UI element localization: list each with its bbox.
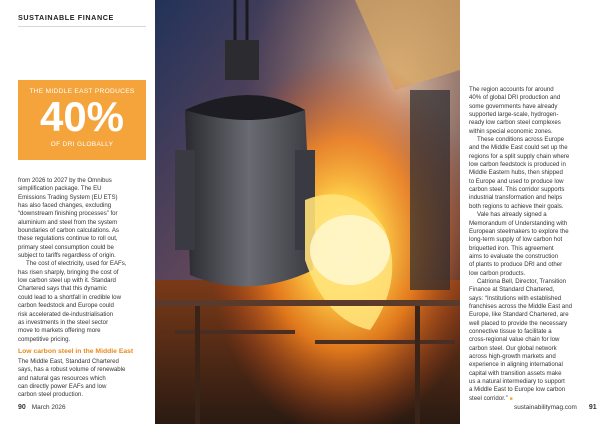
text-line: carbon steel production. <box>18 391 84 399</box>
text-line: some governments have already <box>469 102 558 110</box>
issue-date: March 2026 <box>31 404 66 411</box>
text-line: both regions to achieve their goals. <box>469 202 564 210</box>
text-line: has also faced changes, excluding <box>18 202 112 210</box>
left-column-sub-text <box>18 358 154 400</box>
text-line: These conditions across Europe <box>477 136 565 144</box>
text-line: move to markets offering more <box>18 327 101 335</box>
text-line: Europe, like Standard Chartered, are <box>469 311 569 319</box>
text-line: and the Middle East could set up the <box>469 144 568 152</box>
text-line: The Middle East, Standard Chartered <box>18 358 119 365</box>
text-line: competitive pricing. <box>18 335 71 343</box>
text-line: The region accounts for around <box>469 86 554 93</box>
stat-bottom-line: OF DRI GLOBALLY <box>50 141 114 148</box>
text-line: of plants to produce DRI and other <box>469 261 563 269</box>
text-line: cross-regional value chain for low <box>469 336 560 344</box>
text-line: could lead to a shortfall in credible low <box>18 293 121 301</box>
end-mark-icon: ■ <box>509 395 513 402</box>
text-line: has risen sharply, bringing the cost of <box>18 268 119 276</box>
stat-top-line: THE MIDDLE EAST PRODUCES <box>29 88 135 95</box>
text-line: simplification package. The EU <box>18 185 102 193</box>
text-line: says, has a robust volume of renewable <box>18 366 126 374</box>
text-line: across high-growth markets and <box>469 353 556 360</box>
furnace-illustration <box>155 0 460 424</box>
text-line: European steelmakers to explore the <box>469 227 569 235</box>
text-line: Finance at Standard Chartered, <box>469 286 555 294</box>
left-folio <box>18 404 66 411</box>
text-line: carbon steel. Our global network <box>469 344 557 352</box>
text-line: supported large-scale, hydrogen- <box>469 111 559 119</box>
text-line: franchises across the Middle East and <box>469 302 572 310</box>
text-line: briquetted iron. This agreement <box>469 244 554 252</box>
text-line: primary steel consumption could be <box>18 243 114 251</box>
text-line: low carbon feedstock is produced in <box>469 161 566 169</box>
text-line: Chartered says that this dynamic <box>18 285 107 293</box>
text-line: Vale has already signed a <box>477 211 547 219</box>
text-line: a Middle East to Europe low carbon <box>469 386 566 394</box>
text-line: Memorandum of Understanding with <box>469 219 568 227</box>
section-tag: SUSTAINABLE FINANCE <box>18 13 114 22</box>
text-line: us a natural intermediary to support <box>469 378 565 386</box>
right-page-number: 91 <box>588 404 597 411</box>
stat-callout <box>18 80 146 160</box>
text-line: aims to evaluate the construction <box>469 252 559 260</box>
left-page-number: 90 <box>18 404 26 411</box>
text-line: Middle Eastern hubs, then shipped <box>469 169 563 177</box>
text-line: from 2026 to 2027 by the Omnibus <box>18 177 112 184</box>
text-line: aluminium and steel from the system <box>18 218 118 226</box>
text-line: as investments in the steel sector <box>18 318 109 326</box>
text-line: says: “Institutions with established <box>469 294 562 302</box>
text-line: capital with transition assets make <box>469 369 562 377</box>
text-line: Emissions Trading System (EU ETS) <box>18 193 118 201</box>
text-line: experience in aligning international <box>469 361 563 369</box>
text-line: The cost of electricity, used for EAFs, <box>26 260 127 268</box>
stat-number: 40% <box>39 93 125 140</box>
text-line: industrial transformation and helps <box>469 194 563 202</box>
text-line: risk accelerated de-industrialisation <box>18 310 114 318</box>
text-line: well placed to provide the necessary <box>469 319 568 327</box>
text-line: regions for a split supply chain where <box>469 152 570 160</box>
text-line: carbon steel. This corridor supports <box>469 186 565 194</box>
text-line: low carbon products. <box>469 269 526 277</box>
text-line: within special economic zones. <box>469 127 553 135</box>
left-column-text <box>18 177 154 344</box>
text-line: boundaries of carbon calculations. As <box>18 227 119 235</box>
steel-furnace-photo <box>155 0 460 424</box>
right-column-text <box>469 86 594 403</box>
website: sustainabilitymag.com <box>514 404 577 411</box>
text-line: and natural gas resources which <box>18 374 106 382</box>
text-line: can directly power EAFs and low <box>18 383 107 391</box>
text-line: subject to tariffs regardless of origin. <box>18 252 116 260</box>
text-line: low carbon steel up with it. Standard <box>18 277 116 285</box>
text-line: to Europe and used to produce low <box>469 177 564 185</box>
text-line: these regulations continue to roll out, <box>18 235 118 243</box>
text-line: steel corridor.” ■ <box>469 394 513 402</box>
text-line: carbon feedstock and Europe could <box>18 302 114 310</box>
subheading: Low carbon steel in the Middle East <box>18 348 134 355</box>
text-line: Catriona Bell, Director, Transition <box>477 277 567 285</box>
text-line: long-term supply of low carbon hot <box>469 236 563 244</box>
text-line: ready low carbon steel complexes <box>469 119 561 127</box>
section-rule <box>18 26 146 27</box>
text-line: “downstream finishing processes” for <box>18 210 118 218</box>
right-folio <box>514 404 597 411</box>
text-line: 40% of global DRI production and <box>469 94 561 102</box>
text-line: connective tissue to facilitate a <box>469 327 552 335</box>
